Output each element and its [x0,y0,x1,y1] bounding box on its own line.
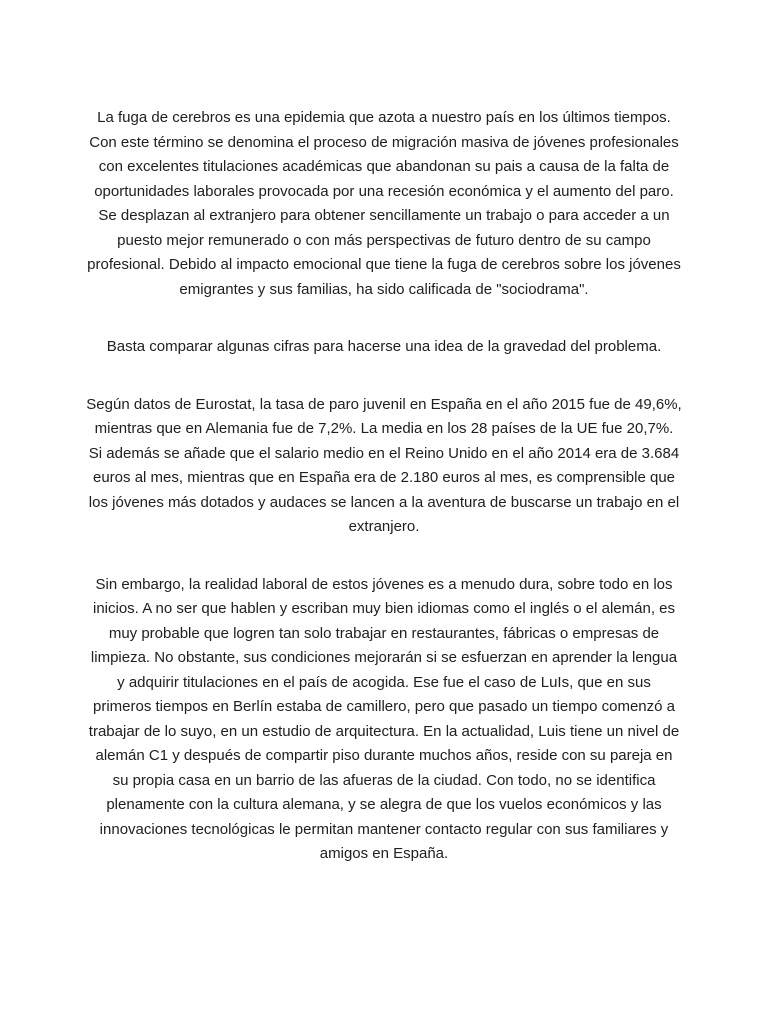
paragraph-reality: Sin embargo, la realidad laboral de estos jóvenes es a menudo dura, sobre todo en los inicios. A no ser que hablen y escriban muy bien idiomas como el inglés o el alemán, es muy probable que logren tan solo trabajar en restaurantes, fábricas o empresas de limpieza. No obstante, sus condiciones mejorarán si se esfuerzan en aprender la lengua y adquirir titulaciones en el país de acogida. Ese fue el caso de LuIs, que en sus primeros tiempos en Berlín estaba de camillero, pero que pasado un tiempo comenzó a trabajar de lo suyo, en un estudio de arquitectura. En la actualidad, Luis tiene un nivel de alemán C1 y después de compartir piso durante muchos años, reside con su pareja en su propia casa en un barrio de las afueras de la ciudad. Con todo, no se identifica plenamente con la cultura alemana, y se alegra de que los vuelos económicos y las innovaciones tecnológicas le permitan mantener contacto regular con sus familiares y amigos en España. [88,575,680,862]
paragraph-statistics: Según datos de Eurostat, la tasa de paro juvenil en España en el año 2015 fue de 49,6%, mientras que en Alemania fue de 7,2%. La media en los 28 países de la UE fue 20,7%. Si además se añade que el salario medio en el Reino Unido en el año 2014 era de 3.684 euros al mes, mientras que en España era de 2.180 euros al mes, es comprensible que los jóvenes más dotados y audaces se lancen a la aventura de buscarse un trabajo en el extranjero. [86,395,682,535]
paragraph-figures-lead: Basta comparar algunas cifras para hacerse una idea de la gravedad del problema. [106,338,662,355]
paragraph-intro: La fuga de cerebros es una epidemia que azota a nuestro país en los últimos tiempos. Con este término se denomina el proceso de migración masiva de jóvenes profesionales con excelentes titulaciones académicas que abandonan su pais a causa de la falta de oportunidades laborales provocada por una recesión económica y el aumento del paro. Se desplazan al extranjero para obtener sencillamente un trabajo o para acceder a un puesto mejor remunerado o con más perspectivas de futuro dentro de su campo profesional. Debido al impacto emocional que tiene la fuga de cerebros sobre los jóvenes emigrantes y sus familias, ha sido calificada de "sociodrama". [87,109,681,298]
